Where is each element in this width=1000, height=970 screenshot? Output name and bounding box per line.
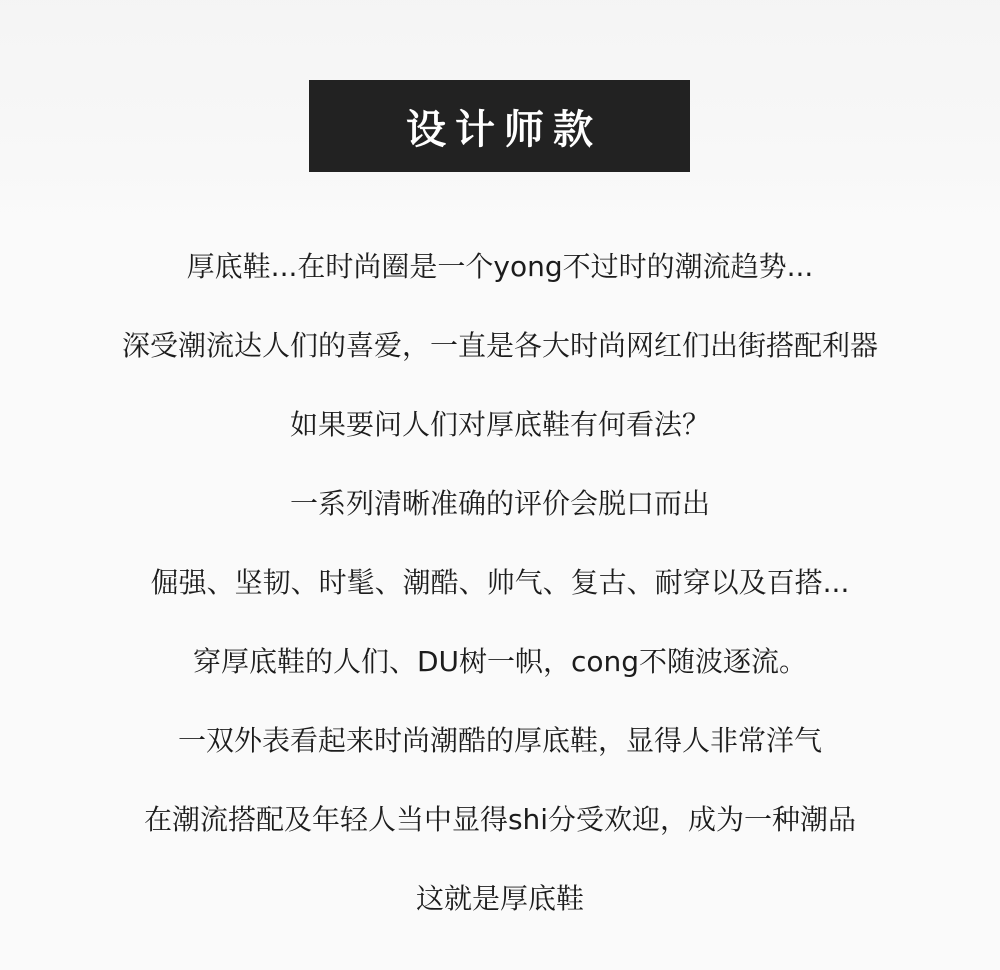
description-line: 倔强、坚韧、时髦、潮酷、帅气、复古、耐穿以及百搭... xyxy=(150,566,850,599)
description-line: 在潮流搭配及年轻人当中显得shi分受欢迎，成为一种潮品 xyxy=(143,803,857,836)
description-line: 穿厚底鞋的人们、DU树一帜，cong不随波逐流。 xyxy=(192,645,808,678)
description-line: 如果要问人们对厚底鞋有何看法？ xyxy=(289,408,710,441)
description-text-block xyxy=(0,240,1000,951)
section-title-banner xyxy=(309,80,690,172)
description-line: 一双外表看起来时尚潮酷的厚底鞋，显得人非常洋气 xyxy=(177,724,822,757)
description-line: 这就是厚底鞋 xyxy=(415,882,584,915)
description-line: 深受潮流达人们的喜爱，一直是各大时尚网红们出街搭配利器 xyxy=(121,329,878,362)
description-line: 厚底鞋...在时尚圈是一个yong不过时的潮流趋势... xyxy=(186,250,814,283)
section-title: 设计师款 xyxy=(406,106,602,153)
description-line: 一系列清晰准确的评价会脱口而出 xyxy=(289,487,710,520)
